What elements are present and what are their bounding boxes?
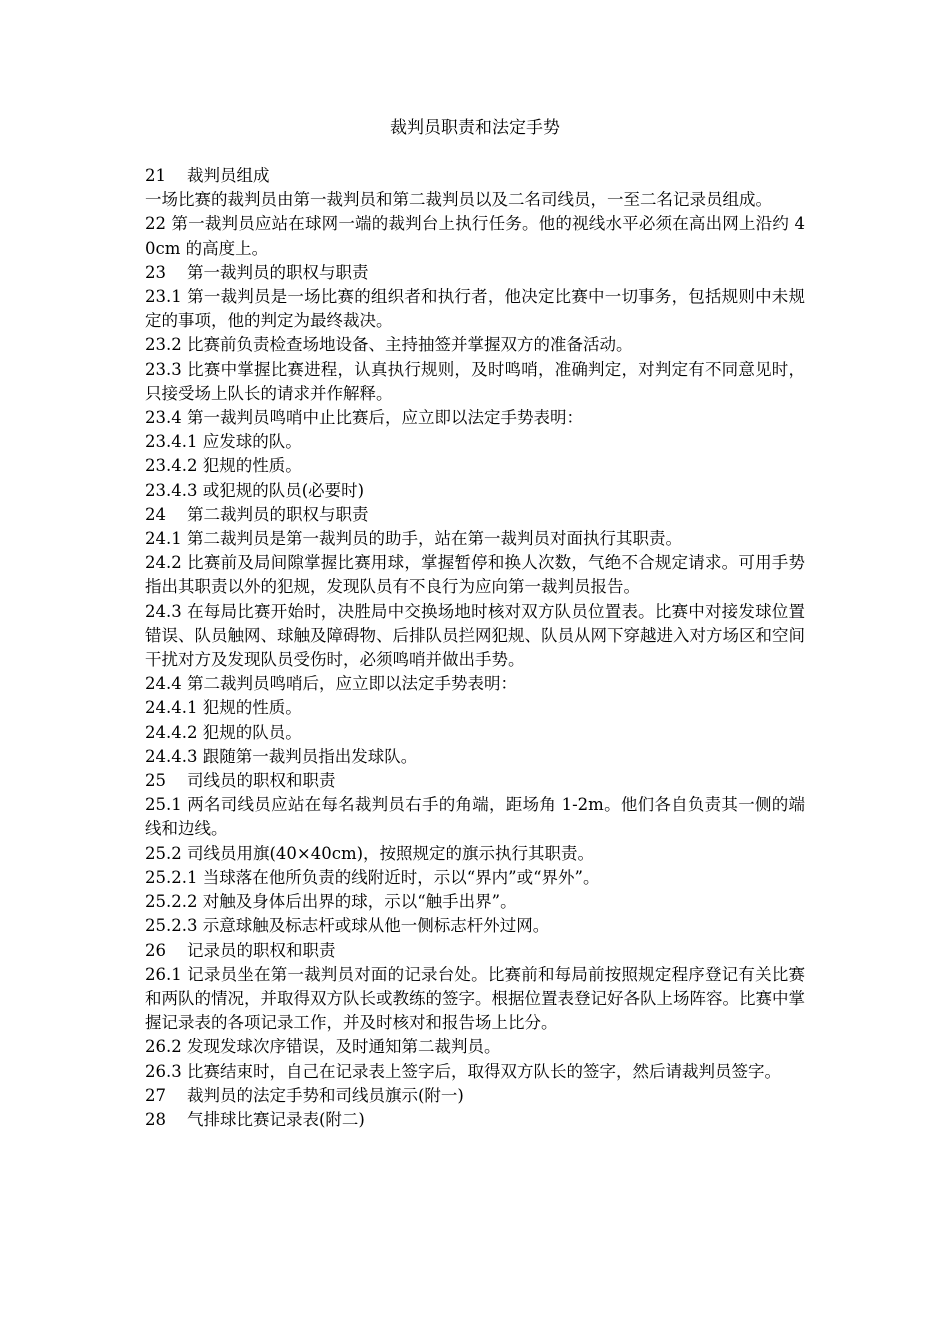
paragraph-23-4-1: 23.4.1 应发球的队。 xyxy=(145,432,302,452)
paragraph-25-1: 25.1 两名司线员应站在每名裁判员右手的角端，距场角 1-2m。他们各自负责其一侧的端线和边线。 xyxy=(145,795,805,839)
paragraph-23-3: 23.3 比赛中掌握比赛进程，认真执行规则，及时鸣哨，准确判定，对判定有不同意见时，只接受场上队长的请求并作解释。 xyxy=(145,359,805,403)
section-heading-28: 28 气排球比赛记录表(附二) xyxy=(145,1109,365,1129)
document-body xyxy=(145,164,805,1132)
paragraph-24-4: 24.4 第二裁判员鸣哨后，应立即以法定手势表明： xyxy=(145,674,517,694)
paragraph-24-2: 24.2 比赛前及局间隙掌握比赛用球，掌握暂停和换人次数，气绝不合规定请求。可用手势指出其职责以外的犯规，发现队员有不良行为应向第一裁判员报告。 xyxy=(145,553,805,597)
paragraph-24-4-2: 24.4.2 犯规的队员。 xyxy=(145,722,302,742)
paragraph-24-1: 24.1 第二裁判员是第一裁判员的助手，站在第一裁判员对面执行其职责。 xyxy=(145,529,682,549)
section-heading-21: 21 裁判员组成 xyxy=(145,166,270,185)
paragraph-24-4-1: 24.4.1 犯规的性质。 xyxy=(145,698,302,718)
paragraph-23-4-3: 23.4.3 或犯规的队员(必要时) xyxy=(145,480,365,500)
paragraph-26-2: 26.2 发现发球次序错误，及时通知第二裁判员。 xyxy=(145,1037,501,1057)
paragraph-23-2: 23.2 比赛前负责检查场地设备、主持抽签并掌握双方的准备活动。 xyxy=(145,335,633,355)
paragraph-25-2: 25.2 司线员用旗(40×40cm)，按照规定的旗示执行其职责。 xyxy=(145,843,595,863)
section-heading-23: 23 第一裁判员的职权与职责 xyxy=(145,262,369,282)
section-heading-25: 25 司线员的职权和职责 xyxy=(145,771,336,791)
section-heading-27: 27 裁判员的法定手势和司线员旗示(附一) xyxy=(145,1085,464,1105)
paragraph-26-3: 26.3 比赛结束时，自己在记录表上签字后，取得双方队长的签字，然后请裁判员签字。 xyxy=(145,1061,781,1081)
paragraph-24-3: 24.3 在每局比赛开始时，决胜局中交换场地时核对双方队员位置表。比赛中对接发球位置错误、队员触网、球触及障碍物、后排队员拦网犯规、队员从网下穿越进入对方场区和空间干扰对方及发现队员受伤时，必须鸣哨并做出手势。 xyxy=(145,601,805,670)
paragraph-26-1: 26.1 记录员坐在第一裁判员对面的记录台处。比赛前和每局前按照规定程序登记有关比赛和两队的情况，并取得双方队长或教练的签字。根据位置表登记好各队上场阵容。比赛中掌握记录表的各项记录工作，并及时核对和报告场上比分。 xyxy=(145,964,805,1033)
paragraph-21-text: 一场比赛的裁判员由第一裁判员和第二裁判员以及二名司线员，一至二名记录员组成。 xyxy=(145,190,772,210)
paragraph-23-4-2: 23.4.2 犯规的性质。 xyxy=(145,456,302,476)
paragraph-25-2-2: 25.2.2 对触及身体后出界的球，示以“触手出界”。 xyxy=(145,892,517,912)
paragraph-25-2-3: 25.2.3 示意球触及标志杆或球从他一侧标志杆外过网。 xyxy=(145,916,550,936)
document-title: 裁判员职责和法定手势 xyxy=(390,118,560,138)
paragraph-23-1: 23.1 第一裁判员是一场比赛的组织者和执行者，他决定比赛中一切事务，包括规则中未规定的事项，他的判定为最终裁决。 xyxy=(145,287,805,331)
paragraph-22: 22 第一裁判员应站在球网一端的裁判台上执行任务。他的视线水平必须在高出网上沿约 40cm 的高度上。 xyxy=(145,214,805,258)
paragraph-25-2-1: 25.2.1 当球落在他所负责的线附近时，示以“界内”或“界外”。 xyxy=(145,867,600,887)
paragraph-24-4-3: 24.4.3 跟随第一裁判员指出发球队。 xyxy=(145,746,418,766)
section-heading-26: 26 记录员的职权和职责 xyxy=(145,940,336,960)
paragraph-23-4: 23.4 第一裁判员鸣哨中止比赛后，应立即以法定手势表明： xyxy=(145,408,583,428)
section-heading-24: 24 第二裁判员的职权与职责 xyxy=(145,504,369,524)
